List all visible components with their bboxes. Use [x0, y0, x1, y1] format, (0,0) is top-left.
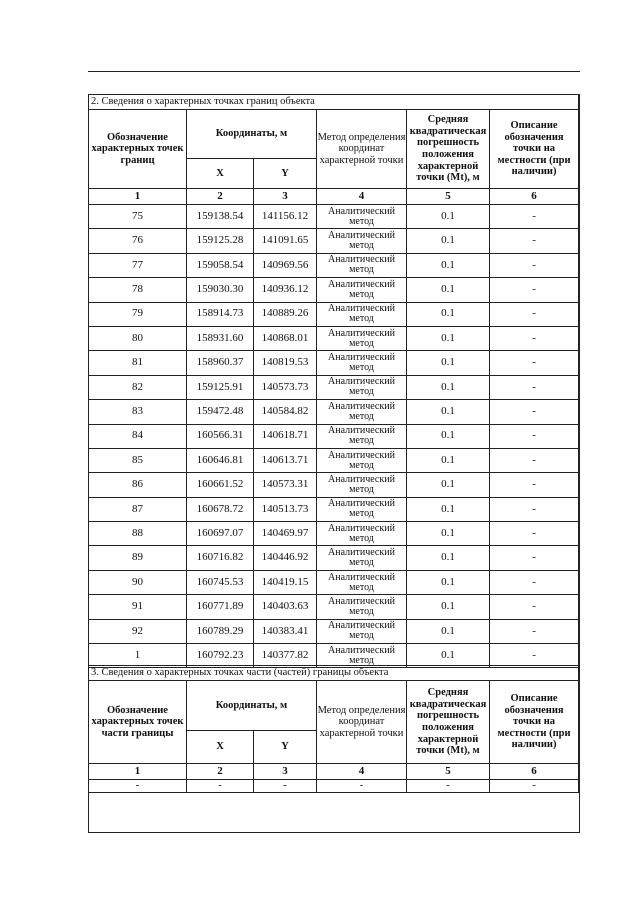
section3-title: 3. Сведения о характерных точках части (частей) границы объекта [89, 666, 579, 681]
table-row [89, 375, 579, 399]
mt-error-cell: 0.1 [407, 619, 490, 643]
header-error: Средняя квадратическая погрешность положения характерной точки (Mt), м [407, 110, 490, 189]
mt-error-cell: 0.1 [407, 473, 490, 497]
y-coordinate-cell: 140868.01 [254, 326, 317, 350]
table-row [89, 278, 579, 302]
table-row [89, 619, 579, 643]
mt-error-cell: 0.1 [407, 497, 490, 521]
method-cell: Аналитический метод [317, 522, 407, 546]
x-coordinate-cell: 160789.29 [187, 619, 254, 643]
point-id-cell: 82 [89, 375, 187, 399]
description-cell: - [490, 400, 579, 424]
description-cell: - [490, 424, 579, 448]
method-cell: - [317, 780, 407, 793]
point-id-cell: - [89, 780, 187, 793]
table-row [89, 522, 579, 546]
x-coordinate-cell: 160566.31 [187, 424, 254, 448]
header-x: X [187, 731, 254, 764]
part-boundary-points-table [88, 665, 579, 793]
table-row [89, 570, 579, 594]
description-cell: - [490, 326, 579, 350]
point-id-cell: 76 [89, 229, 187, 253]
mt-error-cell: 0.1 [407, 351, 490, 375]
boundary-points-table [88, 94, 579, 668]
method-cell: Аналитический метод [317, 595, 407, 619]
table-row [89, 424, 579, 448]
col-number: 5 [407, 189, 490, 205]
method-cell: Аналитический метод [317, 644, 407, 668]
description-cell: - [490, 205, 579, 229]
x-coordinate-cell: 160745.53 [187, 570, 254, 594]
x-coordinate-cell: 158914.73 [187, 302, 254, 326]
y-coordinate-cell: 140889.26 [254, 302, 317, 326]
point-id-cell: 78 [89, 278, 187, 302]
mt-error-cell: 0.1 [407, 302, 490, 326]
header-description: Описание обозначения точки на местности (при наличии) [490, 681, 579, 764]
point-id-cell: 79 [89, 302, 187, 326]
y-coordinate-cell: 140936.12 [254, 278, 317, 302]
description-cell: - [490, 473, 579, 497]
point-id-cell: 75 [89, 205, 187, 229]
method-cell: Аналитический метод [317, 424, 407, 448]
mt-error-cell: 0.1 [407, 448, 490, 472]
header-error: Средняя квадратическая погрешность положения характерной точки (Mt), м [407, 681, 490, 764]
mt-error-cell: 0.1 [407, 400, 490, 424]
x-coordinate-cell: 159058.54 [187, 253, 254, 277]
header-description: Описание обозначения точки на местности (при наличии) [490, 110, 579, 189]
method-cell: Аналитический метод [317, 278, 407, 302]
y-coordinate-cell: 140969.56 [254, 253, 317, 277]
description-cell: - [490, 448, 579, 472]
y-coordinate-cell: 141091.65 [254, 229, 317, 253]
x-coordinate-cell: 160792.23 [187, 644, 254, 668]
col-number: 3 [254, 189, 317, 205]
table-row [89, 205, 579, 229]
y-coordinate-cell: - [254, 780, 317, 793]
y-coordinate-cell: 140419.15 [254, 570, 317, 594]
description-cell: - [490, 278, 579, 302]
method-cell: Аналитический метод [317, 229, 407, 253]
point-id-cell: 86 [89, 473, 187, 497]
y-coordinate-cell: 141156.12 [254, 205, 317, 229]
mt-error-cell: 0.1 [407, 595, 490, 619]
method-cell: Аналитический метод [317, 375, 407, 399]
y-coordinate-cell: 140573.73 [254, 375, 317, 399]
header-x: X [187, 159, 254, 189]
x-coordinate-cell: 160678.72 [187, 497, 254, 521]
description-cell: - [490, 522, 579, 546]
point-id-cell: 80 [89, 326, 187, 350]
point-id-cell: 84 [89, 424, 187, 448]
method-cell: Аналитический метод [317, 570, 407, 594]
y-coordinate-cell: 140618.71 [254, 424, 317, 448]
header-y: Y [254, 731, 317, 764]
method-cell: Аналитический метод [317, 302, 407, 326]
point-id-cell: 85 [89, 448, 187, 472]
point-id-cell: 88 [89, 522, 187, 546]
x-coordinate-cell: 159125.28 [187, 229, 254, 253]
x-coordinate-cell: 160716.82 [187, 546, 254, 570]
x-coordinate-cell: 159138.54 [187, 205, 254, 229]
section2-title: 2. Сведения о характерных точках границ объекта [89, 95, 579, 110]
col-number: 3 [254, 764, 317, 780]
table-row [89, 780, 579, 793]
point-id-cell: 1 [89, 644, 187, 668]
header-designation: Обозначение характерных точек границ [89, 110, 187, 189]
method-cell: Аналитический метод [317, 546, 407, 570]
method-cell: Аналитический метод [317, 253, 407, 277]
table-row [89, 473, 579, 497]
y-coordinate-cell: 140613.71 [254, 448, 317, 472]
description-cell: - [490, 351, 579, 375]
col-number: 5 [407, 764, 490, 780]
x-coordinate-cell: 159030.30 [187, 278, 254, 302]
y-coordinate-cell: 140469.97 [254, 522, 317, 546]
method-cell: Аналитический метод [317, 205, 407, 229]
table-row [89, 400, 579, 424]
table-row [89, 302, 579, 326]
y-coordinate-cell: 140819.53 [254, 351, 317, 375]
point-id-cell: 92 [89, 619, 187, 643]
description-cell: - [490, 780, 579, 793]
x-coordinate-cell: - [187, 780, 254, 793]
y-coordinate-cell: 140377.82 [254, 644, 317, 668]
mt-error-cell: 0.1 [407, 522, 490, 546]
header-designation: Обозначение характерных точек части границы [89, 681, 187, 764]
mt-error-cell: 0.1 [407, 229, 490, 253]
mt-error-cell: 0.1 [407, 326, 490, 350]
point-id-cell: 77 [89, 253, 187, 277]
col-number: 1 [89, 764, 187, 780]
x-coordinate-cell: 160771.89 [187, 595, 254, 619]
mt-error-cell: 0.1 [407, 253, 490, 277]
table-row [89, 448, 579, 472]
y-coordinate-cell: 140403.63 [254, 595, 317, 619]
col-number: 2 [187, 189, 254, 205]
method-cell: Аналитический метод [317, 351, 407, 375]
point-id-cell: 90 [89, 570, 187, 594]
col-number: 6 [490, 189, 579, 205]
method-cell: Аналитический метод [317, 448, 407, 472]
x-coordinate-cell: 160661.52 [187, 473, 254, 497]
description-cell: - [490, 546, 579, 570]
header-coordinates: Координаты, м [187, 681, 317, 731]
description-cell: - [490, 375, 579, 399]
mt-error-cell: 0.1 [407, 278, 490, 302]
mt-error-cell: 0.1 [407, 570, 490, 594]
description-cell: - [490, 302, 579, 326]
point-id-cell: 81 [89, 351, 187, 375]
table-row [89, 253, 579, 277]
col-number: 4 [317, 764, 407, 780]
header-coordinates: Координаты, м [187, 110, 317, 159]
y-coordinate-cell: 140383.41 [254, 619, 317, 643]
method-cell: Аналитический метод [317, 400, 407, 424]
x-coordinate-cell: 160646.81 [187, 448, 254, 472]
mt-error-cell: 0.1 [407, 644, 490, 668]
mt-error-cell: 0.1 [407, 375, 490, 399]
mt-error-cell: 0.1 [407, 205, 490, 229]
table-row [89, 497, 579, 521]
point-id-cell: 91 [89, 595, 187, 619]
method-cell: Аналитический метод [317, 619, 407, 643]
method-cell: Аналитический метод [317, 326, 407, 350]
table-row [89, 546, 579, 570]
col-number: 1 [89, 189, 187, 205]
table-row [89, 326, 579, 350]
description-cell: - [490, 253, 579, 277]
x-coordinate-cell: 158960.37 [187, 351, 254, 375]
description-cell: - [490, 619, 579, 643]
point-id-cell: 87 [89, 497, 187, 521]
x-coordinate-cell: 160697.07 [187, 522, 254, 546]
mt-error-cell: 0.1 [407, 546, 490, 570]
description-cell: - [490, 229, 579, 253]
x-coordinate-cell: 159125.91 [187, 375, 254, 399]
table-row [89, 595, 579, 619]
y-coordinate-cell: 140584.82 [254, 400, 317, 424]
mt-error-cell: 0.1 [407, 424, 490, 448]
col-number: 6 [490, 764, 579, 780]
x-coordinate-cell: 158931.60 [187, 326, 254, 350]
point-id-cell: 89 [89, 546, 187, 570]
description-cell: - [490, 644, 579, 668]
header-y: Y [254, 159, 317, 189]
col-number: 2 [187, 764, 254, 780]
table-row [89, 351, 579, 375]
point-id-cell: 83 [89, 400, 187, 424]
x-coordinate-cell: 159472.48 [187, 400, 254, 424]
method-cell: Аналитический метод [317, 497, 407, 521]
header-method: Метод определения координат характерной точки [317, 110, 407, 189]
col-number: 4 [317, 189, 407, 205]
method-cell: Аналитический метод [317, 473, 407, 497]
description-cell: - [490, 570, 579, 594]
table-row [89, 229, 579, 253]
mt-error-cell: - [407, 780, 490, 793]
header-method: Метод определения координат характерной точки [317, 681, 407, 764]
y-coordinate-cell: 140513.73 [254, 497, 317, 521]
y-coordinate-cell: 140446.92 [254, 546, 317, 570]
description-cell: - [490, 595, 579, 619]
top-rule [88, 71, 580, 72]
description-cell: - [490, 497, 579, 521]
y-coordinate-cell: 140573.31 [254, 473, 317, 497]
